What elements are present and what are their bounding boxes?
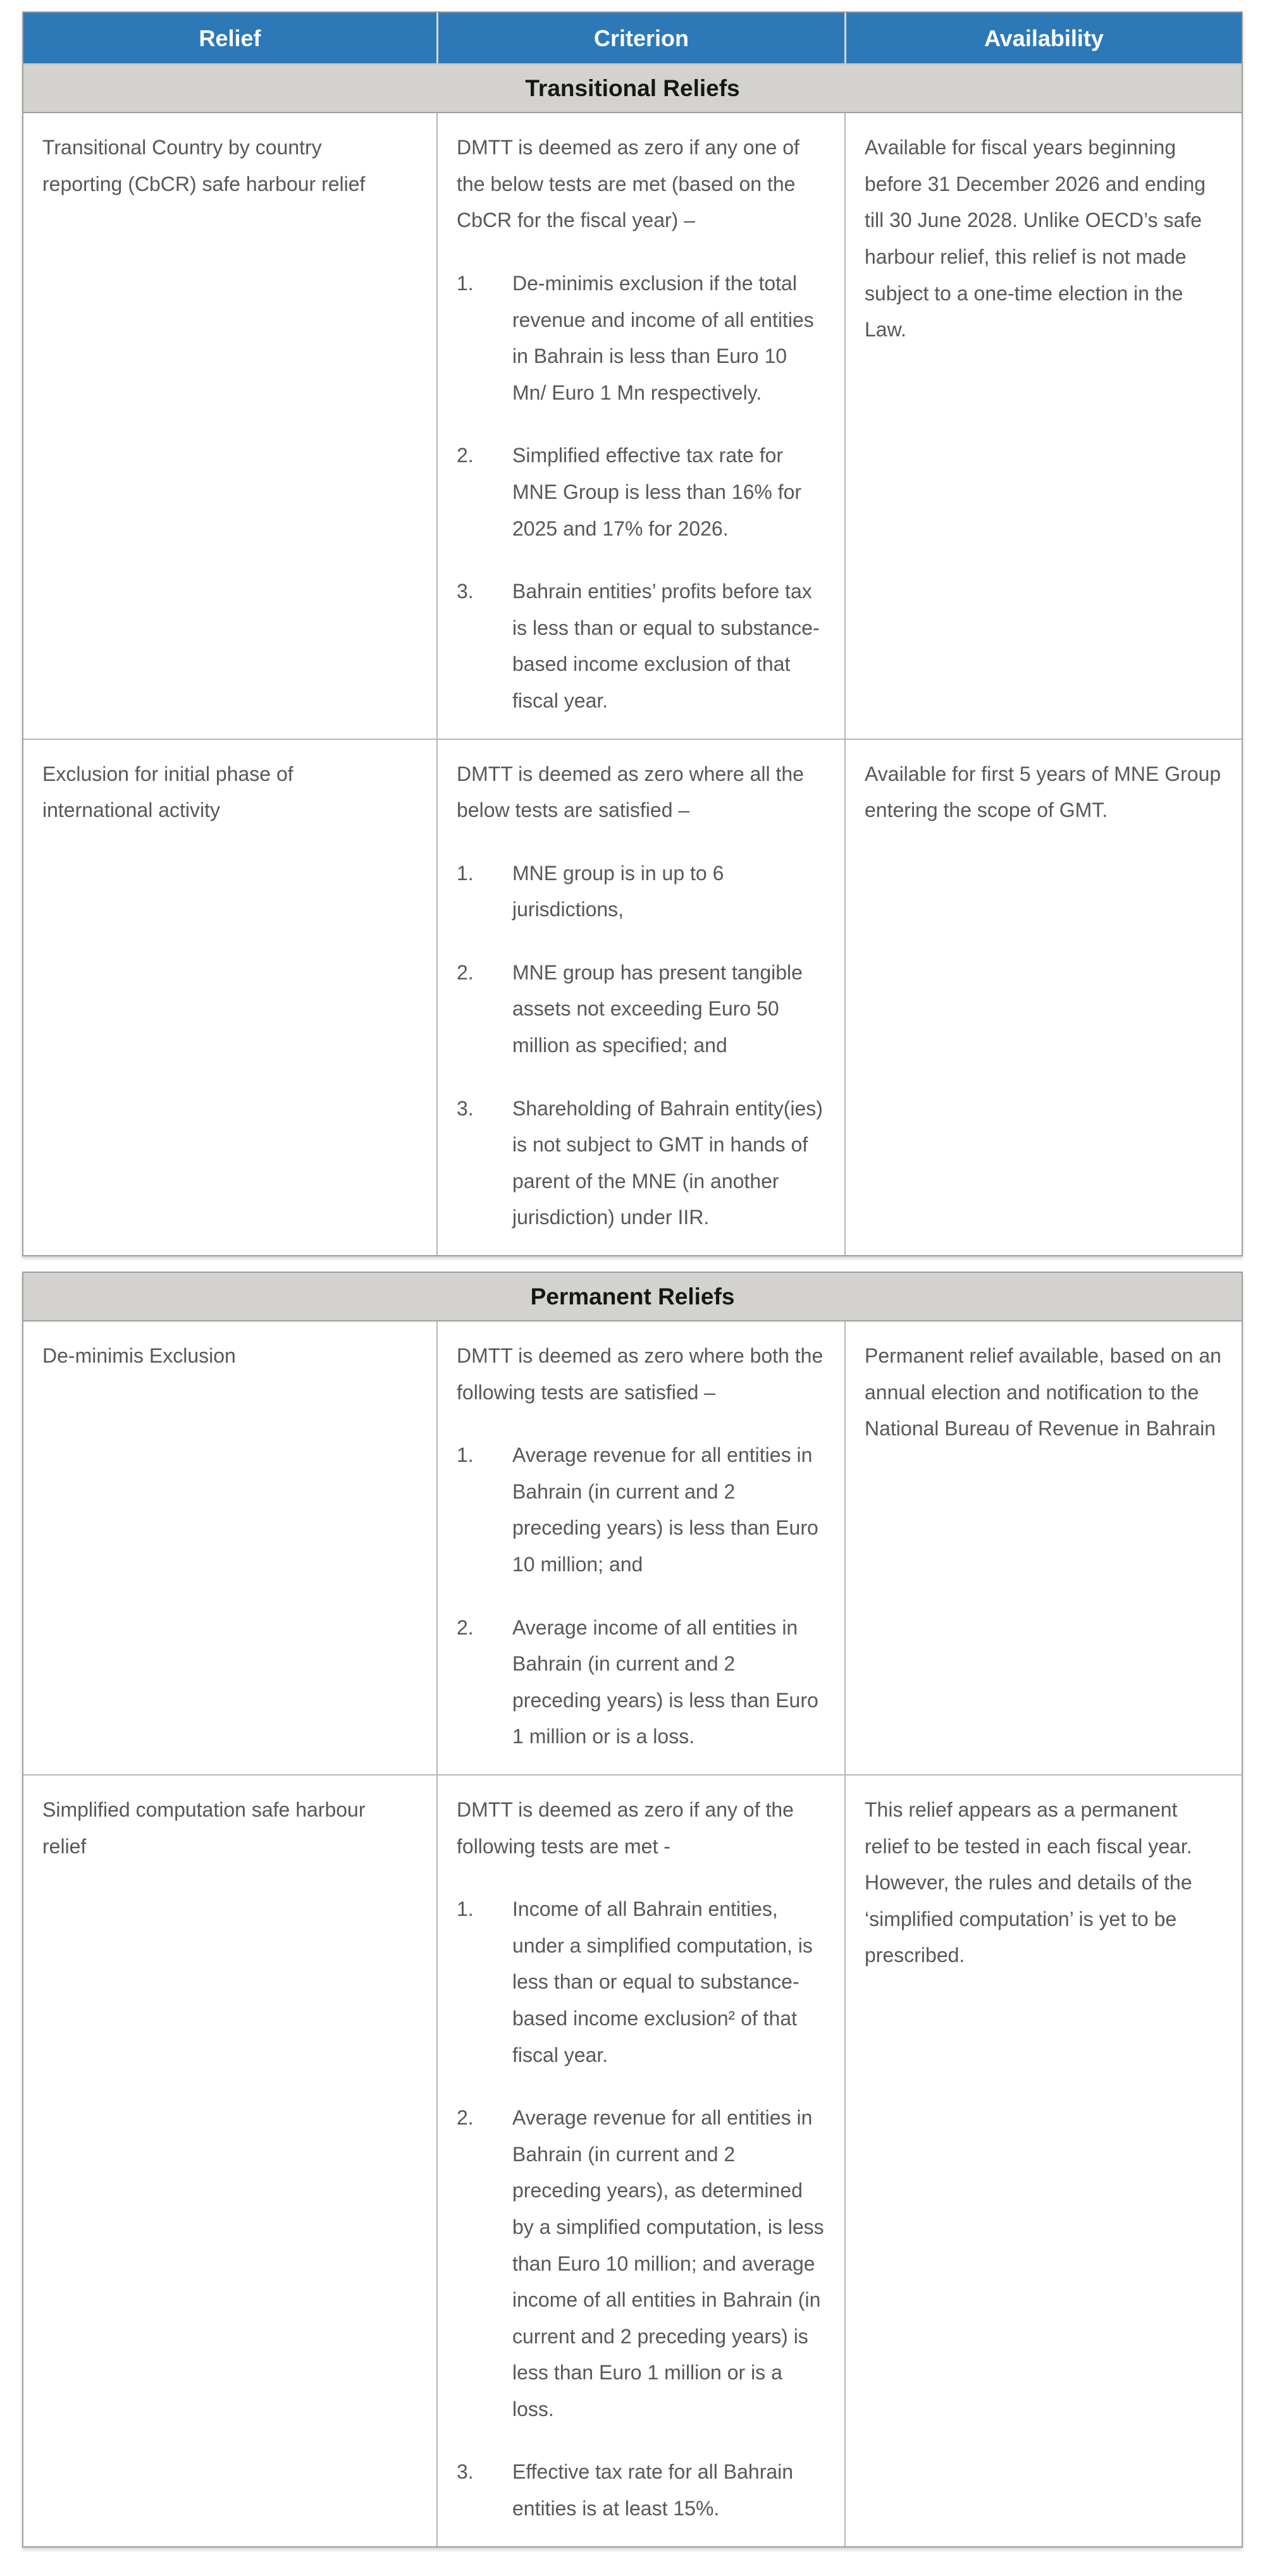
column-header-availability: Availability xyxy=(844,13,1242,63)
permanent-reliefs-table xyxy=(22,1272,1243,2548)
table-gap xyxy=(22,1256,1243,1272)
table-row xyxy=(23,739,1242,1256)
list-item xyxy=(457,1891,825,2073)
list-item xyxy=(457,1437,825,1583)
list-item-text: MNE group has present tangible assets not exceeding Euro 50 million as specified; and xyxy=(512,960,803,1057)
criterion-cell xyxy=(436,1322,844,1774)
criterion-intro: DMTT is deemed as zero where all the below tests are satisfied – xyxy=(457,762,804,822)
list-item-number: 3. xyxy=(457,1096,474,1120)
criterion-cell xyxy=(436,740,844,1256)
list-item-text: Shareholding of Bahrain entity(ies) is not subject to GMT in hands of parent of the MNE (in another jurisdiction) under IIR. xyxy=(512,1096,823,1229)
list-item xyxy=(457,1610,825,1755)
section-header-permanent: Permanent Reliefs xyxy=(23,1273,1242,1322)
relief-cell: Simplified computation safe harbour relief xyxy=(42,1798,366,1858)
relief-cell: Exclusion for initial phase of international activity xyxy=(42,762,293,822)
table-row xyxy=(23,113,1242,738)
list-item-number: 3. xyxy=(457,2460,474,2484)
criterion-intro: DMTT is deemed as zero where both the following tests are satisfied – xyxy=(457,1344,824,1404)
section-header-transitional: Transitional Reliefs xyxy=(23,64,1242,113)
table-header-row xyxy=(23,13,1242,64)
criterion-cell xyxy=(436,113,844,738)
list-item-text: MNE group is in up to 6 jurisdictions, xyxy=(512,861,724,921)
list-item-text: Effective tax rate for all Bahrain entities is at least 15%. xyxy=(512,2460,794,2520)
list-item-number: 1. xyxy=(457,1898,474,1921)
list-item-number: 1. xyxy=(457,271,474,295)
list-item xyxy=(457,2100,825,2427)
list-item-text: Average revenue for all entities in Bahrain (in current and 2 preceding years), as determined by a simplified computation, is less than Euro 10 million; and average income of all entities in Bahrain (in current and 2 preceding years) is less than Euro 1 million or is a loss. xyxy=(512,2106,824,2420)
list-item-number: 2. xyxy=(457,1616,474,1639)
criterion-intro: DMTT is deemed as zero if any of the following tests are met - xyxy=(457,1798,794,1858)
table-row xyxy=(23,1322,1242,1774)
transitional-reliefs-table xyxy=(22,11,1243,1256)
relief-cell: De-minimis Exclusion xyxy=(42,1344,236,1368)
list-item xyxy=(457,856,825,928)
list-item-text: De-minimis exclusion if the total revenue and income of all entities in Bahrain is less than Euro 10 Mn/ Euro 1 Mn respectively. xyxy=(512,271,814,404)
list-item xyxy=(457,573,825,719)
table-row xyxy=(23,1774,1242,2546)
column-header-relief: Relief xyxy=(199,25,261,51)
relief-cell: Transitional Country by country reporting (CbCR) safe harbour relief xyxy=(42,136,366,195)
availability-cell: Available for fiscal years beginning before 31 December 2026 and ending till 30 June 2028. Unlike OECD’s safe harbour relief, this relief is not made subject to a one-time election in the Law. xyxy=(844,113,1242,738)
list-item-text: Income of all Bahrain entities, under a simplified computation, is less than or equal to substance-based income exclusion² of that fiscal year. xyxy=(512,1898,813,2066)
availability-cell: This relief appears as a permanent relief to be tested in each fiscal year. However, the rules and details of the ‘simplified computation’ is yet to be prescribed. xyxy=(844,1776,1242,2546)
list-item xyxy=(457,266,825,411)
criterion-intro: DMTT is deemed as zero if any one of the below tests are met (based on the CbCR for the fiscal year) – xyxy=(457,136,799,232)
list-item-text: Average revenue for all entities in Bahrain (in current and 2 preceding years) is less than Euro 10 million; and xyxy=(512,1444,818,1576)
list-item xyxy=(457,438,825,547)
list-item-number: 2. xyxy=(457,444,474,467)
list-item-number: 3. xyxy=(457,580,474,603)
list-item-number: 1. xyxy=(457,861,474,885)
criterion-cell xyxy=(436,1776,844,2546)
list-item-text: Average income of all entities in Bahrain (in current and 2 preceding years) is less than Euro 1 million or is a loss. xyxy=(512,1616,818,1748)
availability-cell: Available for first 5 years of MNE Group entering the scope of GMT. xyxy=(844,740,1242,1256)
availability-cell: Permanent relief available, based on an annual election and notification to the National Bureau of Revenue in Bahrain xyxy=(844,1322,1242,1774)
column-header-criterion: Criterion xyxy=(436,13,844,63)
list-item xyxy=(457,1091,825,1236)
list-item xyxy=(457,2454,825,2527)
list-item xyxy=(457,955,825,1064)
list-item-number: 2. xyxy=(457,2106,474,2130)
list-item-text: Simplified effective tax rate for MNE Group is less than 16% for 2025 and 17% for 2026. xyxy=(512,444,802,540)
list-item-number: 2. xyxy=(457,960,474,984)
list-item-text: Bahrain entities’ profits before tax is less than or equal to substance-based income exclusion of that fiscal year. xyxy=(512,580,820,712)
list-item-number: 1. xyxy=(457,1444,474,1467)
